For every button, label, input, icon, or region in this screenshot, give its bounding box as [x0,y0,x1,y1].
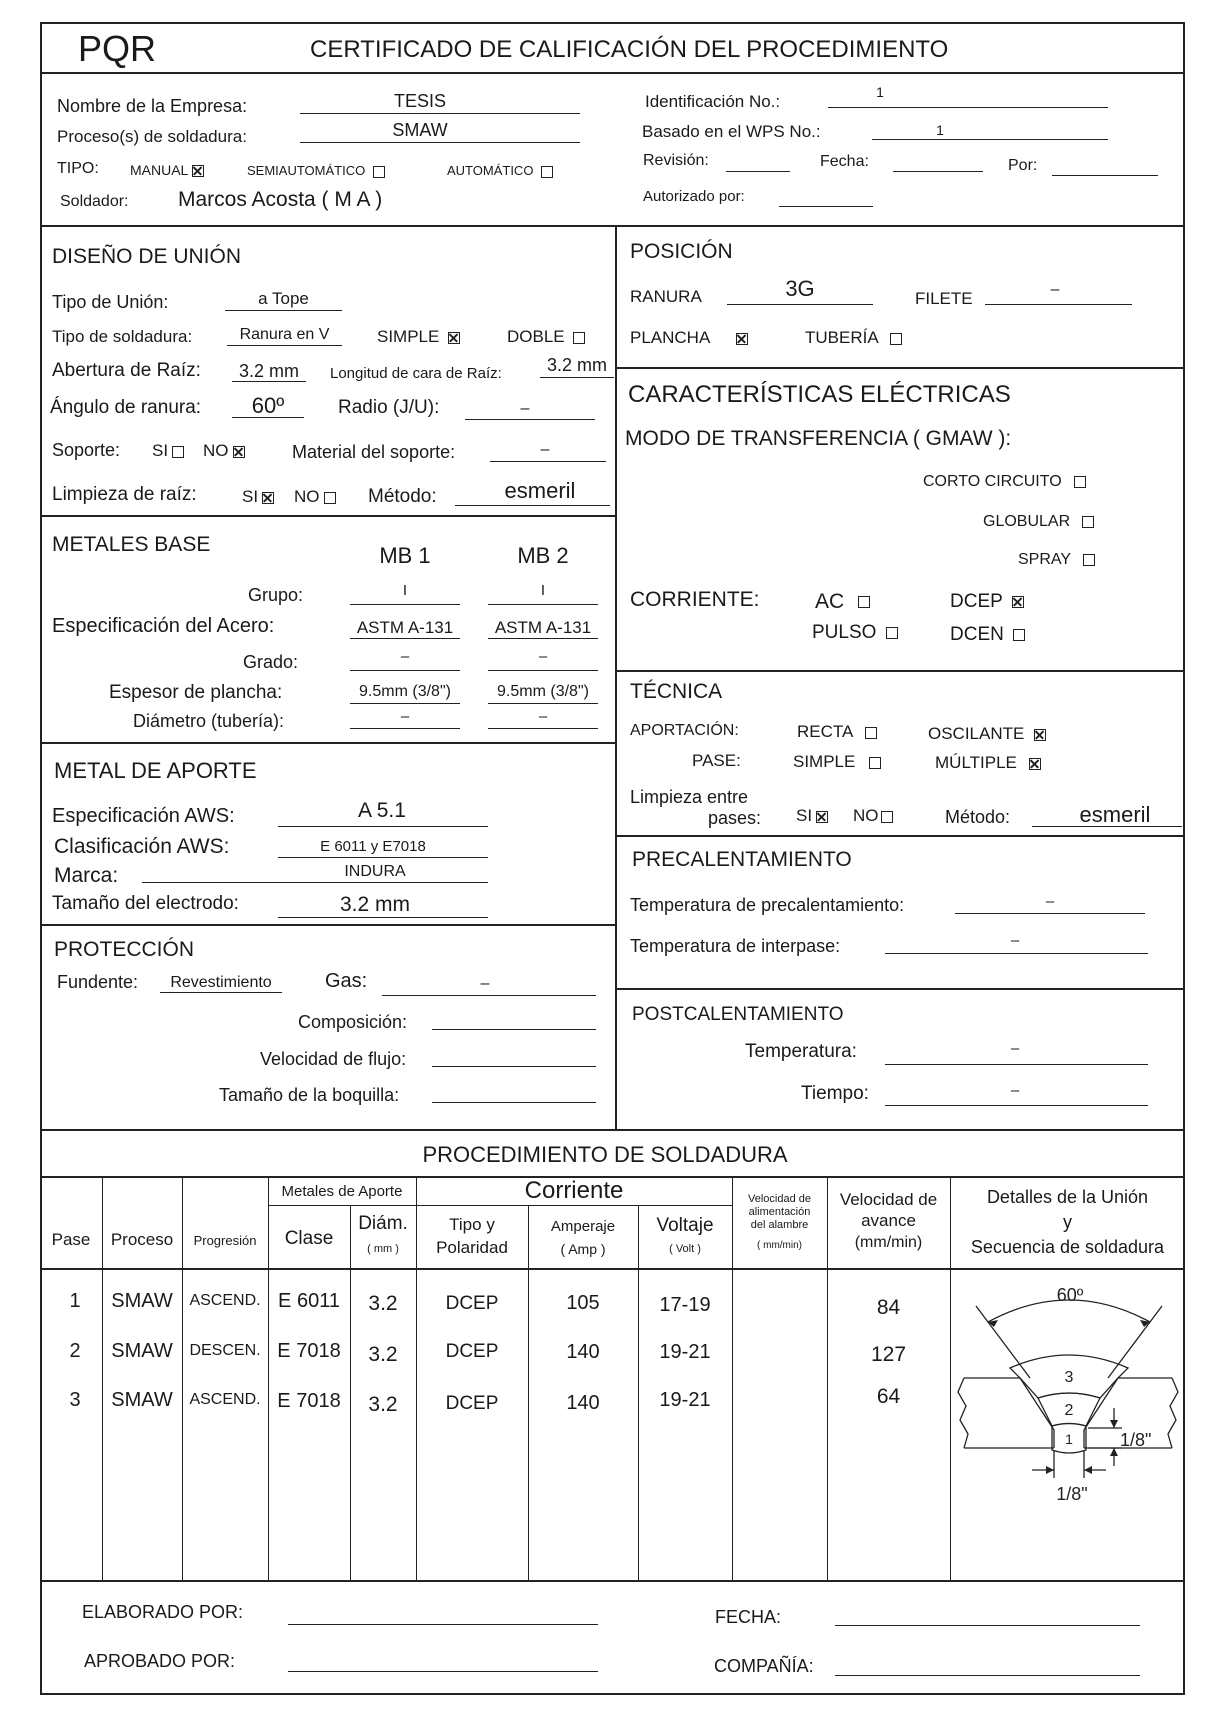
ranura-field[interactable] [727,304,873,305]
col-detalles-header-2: y [1063,1212,1072,1232]
col-diam-header: Diám. [358,1213,408,1234]
diagram-pass-1: 1 [1065,1431,1073,1447]
diagram-dim-bottom: 1/8" [1056,1484,1088,1504]
pases-no-label: NO [853,806,879,825]
pases-si-label: SI [796,806,813,825]
divider [615,225,617,1130]
col-detalles-header-1: Detalles de la Unión [986,1187,1149,1207]
col-vel-alim-header-3: del alambre [750,1219,809,1231]
dcen-option[interactable] [950,624,1025,646]
spray-option[interactable] [1018,551,1095,569]
col-detalles-header-3: Secuencia de soldadura [970,1237,1165,1257]
diagram-dim-right: 1/8" [1120,1430,1152,1450]
longitud-value: 3.2 mm [546,355,607,375]
col-metales-header: Metales de Aporte [281,1183,403,1200]
cell-clase: E 7018 [277,1390,341,1412]
wps-field[interactable] [872,139,1108,140]
col-proceso-header: Proceso [110,1230,174,1249]
fecha-label: Fecha: [820,153,869,170]
composicion-label: Composición: [298,1012,408,1032]
metodo-label: Método: [368,486,437,507]
tipo-union-value: a Tope [258,289,309,308]
metodo-field[interactable] [455,505,610,506]
divider [416,1176,417,1580]
espesor-mb2-value: 9.5mm (3/8") [497,683,589,700]
cell-polaridad: DCEP [445,1341,499,1362]
especificacion-acero-label: Especificación del Acero: [52,615,275,637]
col-vel-alim-header-4: ( mm/min) [757,1240,802,1251]
col-voltaje-header: Voltaje [656,1215,714,1236]
multiple-option[interactable] [935,753,1041,773]
manual-label: MANUAL [130,162,189,178]
marca-label: Marca: [54,864,119,887]
compania-field[interactable] [835,1675,1140,1676]
velocidad-flujo-label: Velocidad de flujo: [260,1049,407,1069]
soporte-no-label: NO [203,441,229,460]
soporte-si-option[interactable] [152,441,184,461]
multiple-checkbox[interactable] [1029,758,1041,770]
corto-circuito-checkbox[interactable] [1074,476,1086,488]
ac-checkbox[interactable] [858,596,870,608]
doble-option[interactable] [507,327,585,347]
composicion-field[interactable] [432,1029,596,1030]
tipo-soldadura-field[interactable] [227,345,342,346]
tamano-electrodo-field[interactable] [278,917,488,918]
limpieza-si-option[interactable] [242,487,274,507]
ranura-value: 3G [785,276,815,301]
wps-value: 1 [936,122,944,138]
form-title: CERTIFICADO DE CALIFICACIÓN DEL PROCEDIMIENTO [310,36,949,63]
diametro-mb2-value: – [538,708,548,725]
procedimiento-title: PROCEDIMIENTO DE SOLDADURA [422,1142,788,1167]
soporte-no-checkbox[interactable] [233,446,245,458]
por-field[interactable] [1052,175,1158,176]
doble-checkbox[interactable] [573,332,585,344]
simple-option[interactable] [377,327,460,347]
clasificacion-aws-value: E 6011 y E7018 [320,838,426,855]
pases-no-option[interactable] [853,806,893,826]
ac-option[interactable] [815,590,870,614]
limpieza-no-checkbox[interactable] [324,492,336,504]
soporte-label: Soporte: [52,440,121,460]
col-tipo-header-1: Tipo y [449,1215,495,1234]
filete-field[interactable] [985,304,1132,305]
limpieza-no-label: NO [294,487,320,506]
tuberia-label: TUBERÍA [805,328,878,347]
tecnica-metodo-label: Método: [945,807,1011,827]
material-soporte-value: – [540,441,550,458]
plancha-checkbox[interactable] [736,333,748,345]
grado-mb2-field[interactable] [488,670,598,671]
soldador-value: Marcos Acosta ( M A ) [178,188,383,211]
espesor-mb1-field[interactable] [350,703,460,704]
dcep-label: DCEP [950,591,1003,612]
fundente-value: Revestimiento [170,974,272,991]
mb1-header: MB 1 [379,543,431,568]
radio-label: Radio (J/U): [338,397,440,418]
cell-progresion: ASCEND. [189,1391,261,1408]
divider [40,1129,1185,1131]
especificacion-aws-value: A 5.1 [358,799,406,822]
gas-field[interactable] [382,995,596,996]
empresa-label: Nombre de la Empresa: [57,96,248,116]
marca-value: INDURA [344,863,406,880]
diseno-title: DISEÑO DE UNIÓN [52,245,242,268]
post-tiempo-label: Tiempo: [801,1083,869,1104]
limpieza-si-checkbox[interactable] [262,492,274,504]
espesor-mb2-field[interactable] [488,703,598,704]
especificacion-aws-field[interactable] [278,826,488,827]
dcep-checkbox[interactable] [1012,596,1024,608]
col-vel-alim-header-2: alimentación [748,1206,811,1218]
temp-interpase-field[interactable] [885,953,1148,954]
angulo-label: Ángulo de ranura: [50,397,202,418]
proceso-value: SMAW [392,120,448,140]
col-amperaje-header: Amperaje [550,1218,616,1235]
pases-no-checkbox[interactable] [881,811,893,823]
col-pase-header: Pase [51,1230,91,1249]
pase-simple-option[interactable] [793,752,881,772]
especificacion-mb2-value: ASTM A-131 [494,618,592,637]
grado-mb2-value: – [538,648,548,665]
cell-polaridad: DCEP [445,1393,499,1414]
temp-precalentamiento-value: – [1045,893,1055,910]
tipo-union-label: Tipo de Unión: [52,292,169,312]
post-temperatura-field[interactable] [885,1064,1148,1065]
cell-proceso: SMAW [111,1340,173,1362]
abertura-label: Abertura de Raíz: [52,360,201,381]
automatico-checkbox[interactable] [541,166,553,178]
automatico-label: AUTOMÁTICO [447,163,534,178]
pulso-checkbox[interactable] [886,627,898,639]
cell-amperaje: 105 [566,1292,600,1314]
divider [416,1205,732,1206]
oscilante-option[interactable] [928,724,1046,744]
pulso-label: PULSO [812,622,877,643]
divider [40,515,616,517]
ranura-label: RANURA [630,287,702,306]
col-progresion-header: Progresión [193,1233,257,1248]
compania-label: COMPAÑÍA: [714,1656,814,1676]
autorizado-field[interactable] [779,206,873,207]
col-corriente-header: Corriente [524,1177,624,1204]
material-soporte-field[interactable] [490,461,606,462]
metodo-value: esmeril [504,478,576,503]
form-code: PQR [78,28,157,69]
filete-value: – [1050,281,1060,298]
col-vel-alim-header-1: Velocidad de [748,1193,811,1205]
longitud-label: Longitud de cara de Raíz: [330,365,502,382]
col-tipo-header-2: Polaridad [436,1238,508,1257]
cell-voltaje: 19-21 [659,1341,711,1363]
pase-simple-label: SIMPLE [793,752,856,771]
proceso-field[interactable] [300,142,580,143]
col-clase-header: Clase [284,1228,334,1249]
pases-si-option[interactable] [796,806,828,826]
radio-value: – [520,400,530,417]
divider [732,1176,733,1580]
col-vel-avance-header-1: Velocidad de [839,1190,938,1209]
tuberia-option[interactable] [805,328,902,348]
diametro-mb2-field[interactable] [488,728,598,729]
diametro-mb1-value: – [400,708,410,725]
metales-base-title: METALES BASE [52,533,211,556]
pase-simple-checkbox[interactable] [869,757,881,769]
temp-precalentamiento-field[interactable] [955,913,1145,914]
dcep-option[interactable] [950,591,1024,613]
cell-pase: 2 [69,1340,81,1362]
spray-checkbox[interactable] [1083,554,1095,566]
recta-label: RECTA [797,722,854,741]
tipo-union-field[interactable] [225,310,342,311]
diagram-pass-3: 3 [1064,1369,1074,1386]
cell-diam: 3.2 [368,1393,398,1416]
cell-amperaje: 140 [566,1341,600,1363]
limpieza-no-option[interactable] [294,487,336,507]
divider [615,835,1185,837]
post-temperatura-label: Temperatura: [745,1041,857,1062]
cell-voltaje: 19-21 [659,1389,711,1411]
weld-joint-diagram [952,1270,1184,1578]
especificacion-mb1-field[interactable] [350,638,460,639]
fecha-footer-field[interactable] [835,1625,1140,1626]
dcen-label: DCEN [950,624,1004,645]
temp-interpase-value: – [1010,932,1020,949]
filete-label: FILETE [915,289,973,308]
temp-precalentamiento-label: Temperatura de precalentamiento: [630,895,905,915]
plancha-label: PLANCHA [630,328,711,347]
limpieza-pases-label-1: Limpieza entre [630,787,749,807]
divider [40,1580,1185,1582]
velocidad-flujo-field[interactable] [432,1066,596,1067]
grupo-mb1-field[interactable] [350,604,460,605]
tecnica-metodo-value: esmeril [1079,802,1151,827]
semiautomatico-option[interactable] [247,163,385,178]
divider [268,1205,416,1206]
espesor-label: Espesor de plancha: [109,682,283,703]
elaborado-field[interactable] [288,1624,598,1625]
limpieza-raiz-label: Limpieza de raíz: [52,484,197,505]
ac-label: AC [815,590,845,613]
material-soporte-label: Material del soporte: [292,442,456,462]
electricas-title: CARACTERÍSTICAS ELÉCTRICAS [628,381,1011,408]
precalentamiento-title: PRECALENTAMIENTO [632,848,852,871]
automatico-option[interactable] [447,163,553,178]
spray-label: SPRAY [1018,551,1072,568]
longitud-field[interactable] [540,377,614,378]
boquilla-label: Tamaño de la boquilla: [219,1085,400,1105]
divider [615,670,1185,672]
manual-checkbox[interactable] [192,165,204,177]
semiautomatico-label: SEMIAUTOMÁTICO [247,163,366,178]
cell-clase: E 6011 [278,1290,340,1312]
fecha-field[interactable] [893,171,983,172]
cell-amperaje: 140 [566,1392,600,1414]
gas-label: Gas: [325,970,368,992]
espesor-mb1-value: 9.5mm (3/8") [359,683,451,700]
limpieza-pases-label-2: pases: [708,808,762,828]
multiple-label: MÚLTIPLE [935,753,1017,772]
grupo-label: Grupo: [248,585,304,605]
postcalentamiento-title: POSTCALENTAMIENTO [632,1004,844,1025]
fundente-label: Fundente: [57,972,139,992]
pase-label: PASE: [692,751,741,770]
tecnica-title: TÉCNICA [630,680,723,703]
cell-diam: 3.2 [368,1292,398,1315]
divider [615,988,1185,990]
cell-pase: 3 [69,1389,81,1411]
col-diam-unit: ( mm ) [367,1243,399,1255]
simple-label: SIMPLE [377,327,440,346]
divider [615,367,1185,369]
tamano-electrodo-label: Tamaño del electrodo: [52,893,239,914]
pases-si-checkbox[interactable] [816,811,828,823]
gas-value: – [480,975,490,992]
oscilante-checkbox[interactable] [1034,729,1046,741]
col-amperaje-unit: ( Amp ) [560,1241,606,1257]
cell-pase: 1 [69,1290,81,1312]
grupo-mb2-value: I [540,582,546,599]
aprobado-label: APROBADO POR: [84,1651,236,1671]
cell-progresion: DESCEN. [189,1342,261,1359]
fundente-field[interactable] [160,992,282,993]
post-temperatura-value: – [1010,1040,1020,1057]
identificacion-label: Identificación No.: [645,92,781,111]
corto-circuito-option[interactable] [923,473,1086,491]
corriente-label: CORRIENTE: [630,588,760,611]
cell-polaridad: DCEP [445,1293,499,1314]
angulo-value: 60º [251,393,285,418]
grado-mb1-value: – [400,648,410,665]
soldador-label: Soldador: [60,193,129,210]
empresa-value: TESIS [393,91,446,111]
cell-proceso: SMAW [111,1389,173,1411]
cell-avance: 127 [870,1343,907,1366]
cell-proceso: SMAW [111,1290,173,1312]
fecha-footer-label: FECHA: [715,1607,782,1627]
proteccion-title: PROTECCIÓN [54,938,195,961]
temp-interpase-label: Temperatura de interpase: [630,936,841,956]
divider [40,72,1185,74]
cell-progresion: ASCEND. [189,1292,261,1309]
elaborado-label: ELABORADO POR: [82,1602,244,1622]
oscilante-label: OSCILANTE [928,724,1025,743]
tipo-label: TIPO: [57,160,99,177]
col-vel-avance-header-2: avance [861,1211,916,1230]
soporte-si-checkbox[interactable] [172,446,184,458]
divider [40,924,616,926]
post-tiempo-field[interactable] [885,1105,1148,1106]
posicion-title: POSICIÓN [630,240,733,263]
diametro-mb1-field[interactable] [350,728,460,729]
revision-field[interactable] [726,171,790,172]
identificacion-field[interactable] [828,107,1108,108]
identificacion-value: 1 [876,84,884,100]
simple-checkbox[interactable] [448,332,460,344]
pulso-option[interactable] [812,622,898,644]
soporte-no-option[interactable] [203,441,245,461]
tamano-electrodo-value: 3.2 mm [339,893,410,916]
cell-diam: 3.2 [368,1343,398,1366]
empresa-field[interactable] [300,113,580,114]
recta-checkbox[interactable] [865,727,877,739]
soporte-si-label: SI [152,441,169,460]
cell-avance: 84 [876,1296,901,1319]
marca-field[interactable] [142,882,488,883]
col-voltaje-unit: ( Volt ) [669,1243,701,1255]
divider [40,742,616,744]
proceso-label: Proceso(s) de soldadura: [57,127,247,146]
boquilla-field[interactable] [432,1102,596,1103]
por-label: Por: [1008,157,1038,174]
globular-option[interactable] [983,513,1094,531]
abertura-value: 3.2 mm [238,361,299,381]
col-vel-avance-header-3: (mm/min) [854,1234,923,1251]
especificacion-mb1-value: ASTM A-131 [356,618,454,637]
clasificacion-aws-field[interactable] [278,857,488,858]
cell-avance: 64 [876,1385,901,1408]
cell-voltaje: 17-19 [659,1294,711,1316]
aprobado-field[interactable] [288,1671,598,1672]
limpieza-si-label: SI [242,487,259,506]
grupo-mb2-field[interactable] [488,604,598,605]
globular-checkbox[interactable] [1082,516,1094,528]
diagram-angle-label: 60º [1056,1285,1084,1305]
tipo-soldadura-label: Tipo de soldadura: [52,327,193,346]
aporte-title: METAL DE APORTE [54,758,257,783]
dcen-checkbox[interactable] [1013,629,1025,641]
autorizado-label: Autorizado por: [643,188,745,205]
grupo-mb1-value: I [402,582,408,599]
semiautomatico-checkbox[interactable] [373,166,385,178]
corto-circuito-label: CORTO CIRCUITO [923,473,1062,490]
recta-option[interactable] [797,722,877,742]
manual-option[interactable] [130,162,204,178]
tuberia-checkbox[interactable] [890,333,902,345]
especificacion-mb2-field[interactable] [488,638,598,639]
grado-mb1-field[interactable] [350,670,460,671]
modo-transferencia-label: MODO DE TRANSFERENCIA ( GMAW ): [625,427,1012,450]
wps-label: Basado en el WPS No.: [642,122,821,141]
diametro-label: Diámetro (tubería): [133,711,285,731]
divider [40,225,1185,227]
grado-label: Grado: [243,652,299,672]
plancha-option[interactable] [630,328,748,348]
revision-label: Revisión: [643,152,709,169]
mb2-header: MB 2 [517,543,569,568]
clasificacion-aws-label: Clasificación AWS: [54,835,230,858]
cell-clase: E 7018 [277,1340,341,1362]
doble-label: DOBLE [507,327,565,346]
radio-field[interactable] [465,419,595,420]
globular-label: GLOBULAR [983,513,1071,530]
aportacion-label: APORTACIÓN: [630,722,739,739]
especificacion-aws-label: Especificación AWS: [52,805,235,827]
tipo-soldadura-value: Ranura en V [239,326,330,343]
diagram-pass-2: 2 [1064,1402,1074,1419]
post-tiempo-value: – [1010,1082,1020,1099]
